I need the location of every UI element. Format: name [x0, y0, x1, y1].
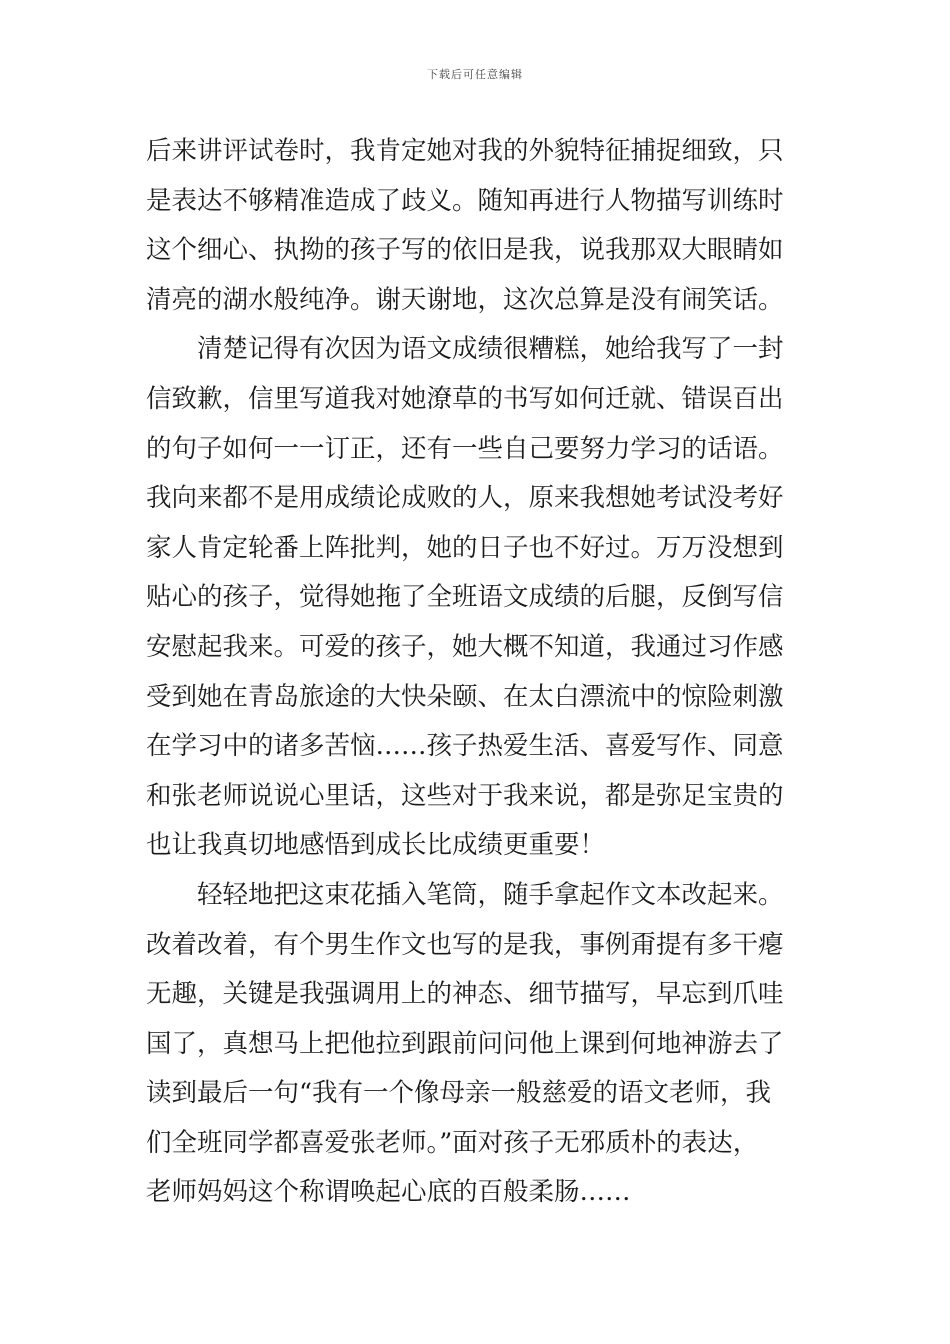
document-body	[146, 127, 806, 1218]
text-line: 在学习中的诸多苦恼……孩子热爱生活、喜爱写作、同意	[146, 731, 784, 762]
text-line: 的句子如何一一订正，还有一些自己要努力学习的话语。	[146, 433, 784, 464]
text-line: 安慰起我来。可爱的孩子，她大概不知道，我通过习作感	[146, 631, 784, 662]
text-line: 改着改着，有个男生作文也写的是我，事例甭提有多干瘪	[146, 929, 784, 960]
text-line: 老师妈妈这个称谓唤起心底的百般柔肠……	[146, 1177, 631, 1208]
text-line: 贴心的孩子，觉得她拖了全班语文成绩的后腿，反倒写信	[146, 582, 784, 613]
page-header: 下载后可任意编辑	[427, 68, 523, 81]
paragraph-start-line: 清楚记得有次因为语文成绩很糟糕，她给我写了一封	[197, 334, 784, 365]
text-line: 后来讲评试卷时，我肯定她对我的外貌特征捕捉细致，只	[146, 136, 784, 166]
text-line: 是表达不够精准造成了歧义。随知再进行人物描写训练时	[146, 185, 784, 216]
text-line: 国了，真想马上把他拉到跟前问问他上课到何地神游去了	[146, 1028, 784, 1059]
text-line: 这个细心、执拗的孩子写的依旧是我，说我那双大眼睛如	[146, 235, 784, 266]
text-line: 我向来都不是用成绩论成败的人，原来我想她考试没考好	[146, 483, 784, 514]
text-line: 们全班同学都喜爱张老师。”面对孩子无邪质朴的表达，	[146, 1127, 759, 1158]
text-line: 受到她在青岛旅途的大快朵颐、在太白漂流中的惊险刺激	[146, 681, 784, 712]
text-line: 也让我真切地感悟到成长比成绩更重要！	[146, 830, 606, 861]
text-line: 信致歉，信里写道我对她潦草的书写如何迁就、错误百出	[146, 383, 784, 414]
text-line: 读到最后一句“我有一个像母亲一般慈爱的语文老师，我	[146, 1078, 772, 1109]
paragraph-start-line: 轻轻地把这束花插入笔筒，随手拿起作文本改起来。	[197, 879, 784, 910]
text-line: 和张老师说说心里话，这些对于我来说，都是弥足宝贵的	[146, 780, 784, 811]
text-line: 清亮的湖水般纯净。谢天谢地，这次总算是没有闹笑话。	[146, 284, 784, 315]
text-line: 无趣，关键是我强调用上的神态、细节描写，早忘到爪哇	[146, 979, 784, 1010]
text-line: 家人肯定轮番上阵批判，她的日子也不好过。万万没想到	[146, 532, 784, 563]
